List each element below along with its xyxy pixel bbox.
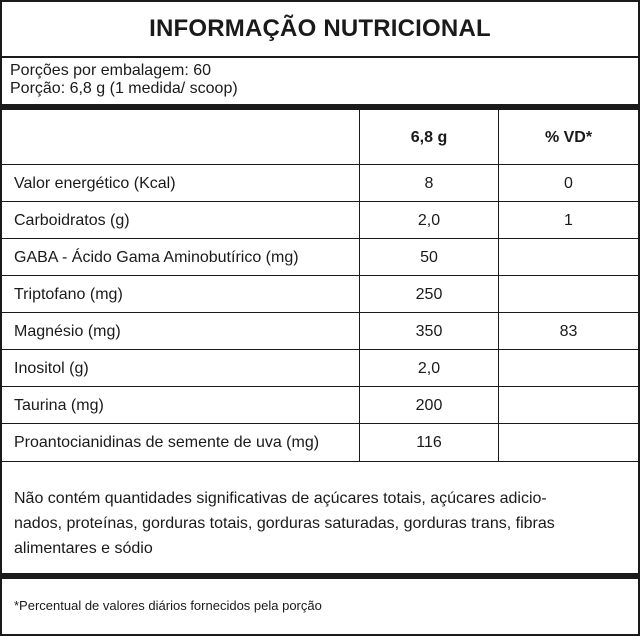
- section-divider-top: [2, 104, 638, 110]
- nutrient-name: Triptofano (mg): [14, 285, 123, 303]
- nutrient-name: Taurina (mg): [14, 396, 104, 414]
- nutrient-dv: [499, 424, 638, 461]
- nutrient-amount: 116: [416, 433, 442, 451]
- nutrient-amount: 250: [415, 285, 443, 303]
- nutrient-amount: 2,0: [417, 211, 441, 229]
- note-line: Não contém quantidades significativas de açúcares totais, açúcares adicio-: [14, 490, 547, 507]
- nutrient-dv: [499, 276, 638, 313]
- nutrient-name: Valor energético (Kcal): [14, 174, 176, 192]
- nutrient-dv: 83: [559, 322, 578, 340]
- nutrient-dv: [499, 239, 638, 276]
- note-line: nados, proteínas, gorduras totais, gorduras saturadas, gorduras trans, fibras: [14, 515, 555, 532]
- nutrient-name: Carboidratos (g): [14, 211, 130, 229]
- nutrient-name: Magnésio (mg): [14, 322, 121, 340]
- nutrient-note: [14, 486, 622, 561]
- nutrient-dv: 1: [564, 211, 573, 229]
- section-divider-bottom: [2, 573, 638, 579]
- nutrient-name: GABA - Ácido Gama Aminobutírico (mg): [14, 248, 299, 266]
- dv-column-header: % VD*: [544, 129, 593, 146]
- nutrient-name: Proantocianidinas de semente de uva (mg): [14, 433, 320, 451]
- servings-per-pack: Porções por embalagem: 60: [10, 62, 211, 79]
- nutrient-amount: 8: [424, 174, 434, 192]
- serving-size: Porção: 6,8 g (1 medida/ scoop): [10, 80, 238, 97]
- nutrient-dv: [499, 387, 638, 424]
- daily-value-footnote: *Percentual de valores diários fornecidos pela porção: [14, 598, 322, 613]
- nutrient-amount: 2,0: [417, 359, 441, 377]
- nutrient-name: Inositol (g): [14, 359, 89, 377]
- nutrient-dv: [499, 350, 638, 387]
- nutrient-amount: 200: [415, 396, 443, 414]
- nutrient-dv: 0: [564, 174, 573, 192]
- note-line: alimentares e sódio: [14, 540, 153, 557]
- nutrient-amount: 50: [420, 248, 438, 266]
- nutrient-amount: 350: [415, 322, 443, 340]
- amount-column-header: 6,8 g: [410, 129, 448, 146]
- label-title: INFORMAÇÃO NUTRICIONAL: [2, 2, 638, 58]
- row-line: [2, 461, 638, 462]
- serving-info: [10, 62, 630, 98]
